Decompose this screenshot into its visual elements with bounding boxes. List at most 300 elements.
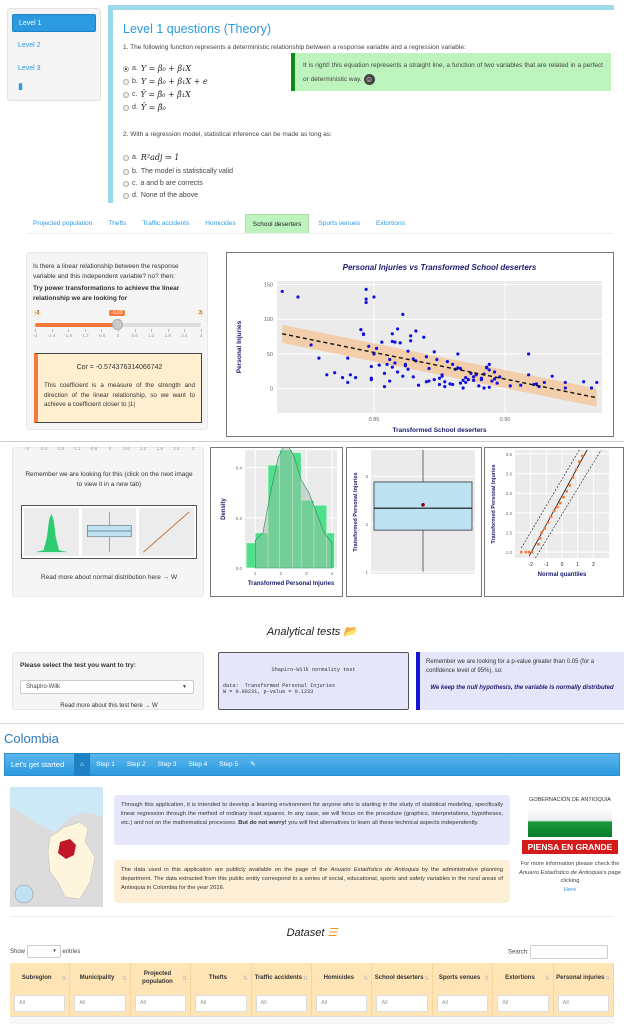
slider-tick bbox=[35, 329, 36, 332]
data-point bbox=[564, 381, 567, 384]
data-point bbox=[488, 386, 491, 389]
data-point bbox=[543, 381, 546, 384]
data-point bbox=[409, 334, 412, 337]
data-point bbox=[464, 376, 467, 379]
test-output bbox=[218, 652, 409, 710]
smile-icon: ☺ bbox=[364, 74, 374, 84]
dataset-table bbox=[10, 963, 614, 1024]
x-axis-label: Normal quantiles bbox=[537, 572, 587, 578]
tab-school-deserters[interactable]: School deserters bbox=[245, 214, 310, 233]
data-point bbox=[391, 366, 394, 369]
column-filter-input[interactable]: All bbox=[256, 995, 307, 1012]
slider-tick-label: 1.8 bbox=[164, 333, 171, 338]
y-axis-label: Personal Injuries bbox=[236, 320, 243, 374]
p-value-reminder: Remember we are looking for a p-value greater than 0.05 (for a confidence level of 95%), so: bbox=[426, 659, 595, 674]
intro-bold: But do not worry! bbox=[238, 820, 287, 826]
data-point bbox=[409, 339, 412, 342]
data-point bbox=[362, 333, 365, 336]
slider-tick bbox=[85, 329, 86, 332]
y-tick-label: 2.0 bbox=[505, 510, 512, 516]
slider-tick-label: -1.8 bbox=[64, 333, 73, 338]
radio[interactable] bbox=[123, 92, 129, 98]
column-filter-input[interactable]: All bbox=[497, 995, 548, 1012]
tab-projected-population[interactable]: Projected population bbox=[33, 220, 93, 227]
slider-tick-label: -1.2 bbox=[80, 333, 89, 338]
test-conclusion bbox=[416, 652, 624, 710]
data-point bbox=[556, 506, 559, 509]
data-point bbox=[527, 373, 530, 376]
data-point bbox=[399, 341, 402, 344]
option-text: None of the above bbox=[140, 192, 199, 199]
boxplot-panel bbox=[346, 447, 482, 597]
analytical-tests-heading bbox=[0, 625, 624, 638]
data-point bbox=[488, 368, 491, 371]
column-filter-input[interactable]: All bbox=[14, 995, 65, 1012]
data-point bbox=[562, 496, 565, 499]
column-filter-input[interactable]: All bbox=[376, 995, 427, 1012]
x-tick-label: -2 bbox=[528, 562, 533, 568]
data-point bbox=[451, 383, 454, 386]
gobernacion-logo bbox=[518, 795, 622, 905]
more-info-source: Anuario Estadístico de Antioquia bbox=[518, 869, 603, 876]
folder-open-icon: 📂 bbox=[343, 626, 358, 638]
sort-icon[interactable]: ⇅ bbox=[182, 976, 188, 982]
intro-text: Through this application, it is intended to develop a learning environment for anyone who is starting in the study of statistical modeling, specifically linear regression through the method of ordinary least squares. In any case, we will focus on the procedure (graphics, interpretations, hypotheses, etc.) and not on the mathematical processes. bbox=[121, 802, 503, 826]
y-tick-label: 3.5 bbox=[505, 451, 512, 457]
sort-icon[interactable]: ⇅ bbox=[121, 976, 127, 982]
slider-tick-label: 1.8 bbox=[156, 446, 163, 451]
quiz-title: Level 1 questions (Theory) bbox=[123, 22, 271, 36]
radio[interactable] bbox=[123, 155, 129, 161]
intro-box bbox=[114, 795, 510, 845]
slider-tick-label: -0.6 bbox=[97, 333, 106, 338]
x-tick-label: 0 bbox=[560, 562, 564, 568]
data-point bbox=[359, 328, 362, 331]
slider-tick-label: -2.4 bbox=[39, 446, 48, 451]
sort-icon[interactable]: ⇅ bbox=[61, 976, 67, 982]
data-point bbox=[482, 386, 485, 389]
x-axis-label: Transformed Personal Injuries bbox=[247, 581, 335, 587]
slider-tick-label: 0.6 bbox=[123, 446, 130, 451]
data-point bbox=[375, 347, 378, 350]
test-select[interactable] bbox=[20, 680, 194, 694]
data-point bbox=[531, 551, 534, 554]
data-point bbox=[346, 357, 349, 360]
data-point bbox=[464, 381, 467, 384]
tab-extortions[interactable]: Extortions bbox=[375, 220, 405, 227]
qqplot-panel bbox=[484, 447, 624, 597]
test-output-title: Shapiro-Wilk normality test bbox=[271, 667, 356, 673]
sort-icon[interactable]: ⇅ bbox=[242, 976, 248, 982]
normal-reference-image[interactable] bbox=[21, 505, 197, 559]
histogram-bar bbox=[246, 543, 255, 568]
slider-tick bbox=[135, 329, 136, 332]
data-point bbox=[427, 367, 430, 370]
linearity-question: Is there a linear relationship between the response variable and this independent variable? no? then: bbox=[33, 263, 179, 280]
data-point bbox=[370, 377, 373, 380]
radio[interactable] bbox=[123, 169, 129, 175]
level-sidebar bbox=[7, 8, 101, 101]
slider-tick bbox=[118, 329, 119, 332]
data-point bbox=[493, 370, 496, 373]
y-tick-label: 3.0 bbox=[505, 471, 512, 477]
x-tick-label: 0.85 bbox=[368, 417, 380, 423]
data-point bbox=[572, 476, 575, 479]
x-tick-label: 3 bbox=[305, 571, 308, 576]
y-tick-label: 2.5 bbox=[505, 491, 512, 497]
data-point bbox=[543, 527, 546, 530]
intro-text-end: you will find alternatives to learn all these technical aspects independently. bbox=[286, 820, 479, 826]
column-thefts bbox=[191, 963, 251, 1024]
test-select-label: Please select the test you want to try: bbox=[20, 662, 136, 669]
x-tick-label: 1 bbox=[253, 571, 257, 576]
data-point bbox=[341, 376, 344, 379]
option-math: Y = β₀ + β₁X bbox=[140, 64, 192, 73]
y-tick-label: 1.5 bbox=[505, 530, 512, 536]
x-tick-label: 0.90 bbox=[499, 417, 511, 423]
option-letter: a. bbox=[132, 154, 138, 161]
data-point bbox=[595, 381, 598, 384]
data-point bbox=[441, 375, 444, 378]
boxplot-chart bbox=[347, 448, 481, 596]
transform-instruction: Try power transformations to achieve the linear relationship we are looking for bbox=[33, 285, 180, 302]
column-header-label: Subregion bbox=[21, 975, 52, 981]
data-point bbox=[309, 343, 312, 346]
tab-traffic-accidents[interactable]: Traffic accidents bbox=[142, 220, 190, 227]
data-point bbox=[435, 358, 438, 361]
data-point bbox=[553, 510, 556, 513]
entries-label: entries bbox=[62, 949, 81, 956]
correlation-value: Cor = -0.574376314066742 bbox=[76, 364, 163, 371]
slider-tick-label: -0.6 bbox=[89, 446, 98, 451]
data-point bbox=[372, 295, 375, 298]
data-point bbox=[388, 379, 391, 382]
slider-tick-label: 1.2 bbox=[140, 446, 147, 451]
data-point bbox=[467, 378, 470, 381]
column-school-deserters bbox=[372, 963, 432, 1024]
more-info-text: For more information please check the bbox=[520, 861, 620, 867]
data-point bbox=[317, 357, 320, 360]
slider-min-label: -3 bbox=[35, 310, 40, 316]
sort-icon[interactable]: ⇅ bbox=[544, 976, 550, 982]
data-point bbox=[575, 468, 578, 471]
normal-read-more-link[interactable]: Read more about normal distribution here → W bbox=[40, 574, 178, 581]
slider-tick bbox=[201, 329, 202, 332]
data-point bbox=[346, 381, 349, 384]
data-point bbox=[551, 375, 554, 378]
table-row bbox=[10, 1016, 614, 1024]
x-tick-label: 2 bbox=[591, 562, 595, 568]
y-tick-label: 1.0 bbox=[505, 550, 512, 556]
tab-sports-venues[interactable]: Sports venues bbox=[318, 220, 360, 227]
column-header-label: Traffic accidents bbox=[254, 975, 302, 981]
sidebar-item-level-3[interactable]: Level 3 bbox=[18, 65, 41, 72]
more-info-end: 's page clicking bbox=[560, 869, 622, 884]
mini-histogram bbox=[24, 508, 79, 556]
y-tick-label: 3 bbox=[365, 474, 368, 480]
data-source-name: Anuario Estadístico de Antioquia bbox=[330, 867, 419, 873]
sort-icon[interactable]: ⇅ bbox=[423, 976, 429, 982]
data-point bbox=[354, 376, 357, 379]
q1-option-a[interactable] bbox=[123, 64, 191, 73]
data-point bbox=[396, 327, 399, 330]
column-header-label: Thefts bbox=[208, 975, 227, 981]
question-2-text: 2. With a regression model, statistical inference can be made as long as: bbox=[123, 131, 332, 138]
mini-boxplot bbox=[82, 508, 137, 556]
column-filter-input[interactable]: All bbox=[558, 995, 609, 1012]
data-point bbox=[490, 379, 493, 382]
y-tick-label: 1 bbox=[365, 569, 368, 575]
option-text: The model is statistically valid bbox=[140, 168, 234, 175]
length-control bbox=[10, 945, 80, 958]
nav-step-3[interactable]: Step 3 bbox=[157, 761, 177, 768]
data-point bbox=[388, 358, 391, 361]
data-point bbox=[401, 375, 404, 378]
column-personal-injuries bbox=[554, 963, 614, 1024]
sort-icon[interactable]: ⇅ bbox=[303, 976, 309, 982]
y-tick-label: 0.2 bbox=[235, 515, 242, 521]
normal-reference-panel bbox=[12, 447, 204, 597]
data-point bbox=[459, 382, 462, 385]
radio-selected[interactable] bbox=[123, 66, 129, 72]
slider-tick-label: -1.8 bbox=[56, 446, 65, 451]
dataset-heading bbox=[0, 926, 624, 939]
data-point bbox=[393, 341, 396, 344]
scatter-chart bbox=[227, 253, 613, 436]
y-tick-label: 0 bbox=[269, 386, 273, 393]
database-icon: ☰ bbox=[327, 927, 338, 939]
search-input[interactable] bbox=[530, 945, 608, 959]
slider-max-label: 3 bbox=[199, 310, 202, 316]
q2-option-d[interactable] bbox=[123, 192, 198, 199]
data-source-box bbox=[114, 860, 510, 903]
data-point bbox=[333, 371, 336, 374]
data-point bbox=[422, 336, 425, 339]
slider-tick-label: -3 bbox=[32, 333, 38, 338]
column-header-label: Sports venues bbox=[438, 975, 481, 981]
q1-option-c[interactable] bbox=[123, 90, 191, 99]
correlation-explanation: This coefficient is a measure of the strength and direction of the linear relationship, so we want to achieve a coefficient closer to |1| bbox=[44, 382, 195, 408]
data-point bbox=[550, 515, 553, 518]
feedback-success bbox=[291, 53, 611, 91]
nav-step-4[interactable]: Step 4 bbox=[188, 761, 208, 768]
sidebar-item-level-2[interactable]: Level 2 bbox=[18, 42, 41, 49]
column-traffic-accidents bbox=[252, 963, 312, 1024]
data-point bbox=[406, 368, 409, 371]
slider-tick-label: 1.2 bbox=[148, 333, 155, 338]
transform-panel bbox=[26, 252, 208, 430]
data-point bbox=[401, 313, 404, 316]
column-filter-input[interactable]: All bbox=[195, 995, 246, 1012]
option-text: a and b are corrects bbox=[140, 180, 203, 187]
radio[interactable] bbox=[123, 79, 129, 85]
data-point bbox=[325, 373, 328, 376]
data-point bbox=[365, 288, 368, 291]
slider-tick-label: -3 bbox=[24, 446, 30, 451]
radio[interactable] bbox=[123, 181, 129, 187]
sort-icon[interactable]: ⇅ bbox=[484, 976, 490, 982]
data-point bbox=[472, 379, 475, 382]
show-label: Show bbox=[10, 949, 26, 956]
chart-title: Personal Injuries vs Transformed School deserters bbox=[342, 263, 537, 272]
test-select-panel bbox=[12, 652, 204, 710]
here-link[interactable]: Here bbox=[563, 886, 577, 893]
slider-tick bbox=[68, 329, 69, 332]
x-tick-label: 1 bbox=[576, 562, 580, 568]
variable-tabs bbox=[26, 214, 614, 234]
option-letter: c. bbox=[132, 91, 138, 98]
slider-tick bbox=[151, 329, 152, 332]
column-extortions bbox=[493, 963, 553, 1024]
slider-tick-label: -2.4 bbox=[47, 333, 56, 338]
data-point bbox=[509, 384, 512, 387]
correlation-box bbox=[34, 353, 202, 423]
slider-fill bbox=[35, 323, 117, 327]
slider-tick bbox=[168, 329, 169, 332]
column-filter-input[interactable]: All bbox=[135, 995, 186, 1012]
data-point bbox=[378, 363, 381, 366]
data-point bbox=[367, 345, 370, 348]
search-label: Search: bbox=[508, 949, 529, 956]
data-point bbox=[406, 350, 409, 353]
test-select-value: Shapiro-Wilk bbox=[26, 684, 61, 690]
option-math: Y = β₀ + β₁X + e bbox=[140, 77, 208, 86]
test-output-data: data: Transformed Personal Injuries bbox=[223, 683, 336, 689]
q1-option-d[interactable] bbox=[123, 103, 166, 112]
x-tick-label: 4 bbox=[330, 571, 334, 576]
slider-tick-label: 2.4 bbox=[173, 446, 180, 451]
nav-brand[interactable]: Let's get started bbox=[11, 760, 65, 769]
data-point bbox=[365, 297, 368, 300]
radio[interactable] bbox=[123, 105, 129, 111]
book-icon[interactable]: ▮ bbox=[18, 81, 23, 91]
histogram-panel bbox=[210, 447, 343, 597]
column-filter-input[interactable]: All bbox=[74, 995, 125, 1012]
q2-option-b[interactable] bbox=[123, 168, 233, 175]
radio[interactable] bbox=[123, 193, 129, 199]
slider-tick-label: 0.6 bbox=[131, 333, 138, 338]
caret-down-icon: ▼ bbox=[52, 948, 57, 953]
quiz-panel bbox=[108, 5, 614, 203]
option-letter: b. bbox=[132, 78, 138, 85]
sidebar-item-level-1[interactable]: Level 1 bbox=[12, 14, 96, 32]
data-point bbox=[383, 385, 386, 388]
scatter-chart-panel bbox=[226, 252, 614, 437]
data-point bbox=[569, 484, 572, 487]
nav-step-5[interactable]: Step 5 bbox=[219, 761, 239, 768]
home-icon[interactable]: ⌂ bbox=[74, 753, 90, 776]
data-point bbox=[380, 341, 383, 344]
test-read-more-link[interactable]: Read more about this test here → W bbox=[60, 703, 158, 709]
test-output-stat: W = 0.98231, p-value = 0.1233 bbox=[223, 689, 314, 695]
data-point bbox=[540, 531, 543, 534]
data-point bbox=[412, 375, 415, 378]
option-letter: c. bbox=[132, 180, 138, 187]
option-math: Ŷ = β̂₀ bbox=[140, 103, 166, 112]
data-text: The data used in this application are publicly available on the page of the bbox=[121, 867, 331, 873]
data-point bbox=[582, 380, 585, 383]
y-tick-label: 150 bbox=[263, 282, 273, 289]
option-math: R²adj ⇒ 1 bbox=[140, 153, 180, 162]
data-point bbox=[438, 377, 441, 380]
tab-homicides[interactable]: Homicides bbox=[205, 220, 236, 227]
nav-step-1[interactable]: Step 1 bbox=[96, 761, 115, 768]
data-point bbox=[480, 378, 483, 381]
data-point bbox=[527, 352, 530, 355]
data-point bbox=[528, 551, 531, 554]
data-point bbox=[564, 386, 567, 389]
data-point bbox=[443, 385, 446, 388]
sort-icon[interactable]: ⇅ bbox=[363, 976, 369, 982]
column-projected-population bbox=[131, 963, 191, 1024]
x-tick-label: -1 bbox=[544, 562, 549, 568]
data-point bbox=[396, 370, 399, 373]
data-point bbox=[565, 490, 568, 493]
caret-down-icon: ▼ bbox=[182, 684, 187, 690]
sort-icon[interactable]: ⇅ bbox=[605, 976, 611, 982]
column-filter-input[interactable]: All bbox=[437, 995, 488, 1012]
data-point bbox=[520, 551, 523, 554]
slider-value-label: -0.03 bbox=[111, 310, 123, 316]
tab-thefts[interactable]: Thefts bbox=[108, 220, 127, 227]
y-tick-label: 100 bbox=[263, 317, 273, 324]
option-letter: b. bbox=[132, 168, 138, 175]
y-axis-label: Density bbox=[221, 498, 227, 520]
data-point bbox=[559, 502, 562, 505]
data-point bbox=[472, 375, 475, 378]
slider-ticks bbox=[32, 329, 203, 339]
data-point bbox=[365, 301, 368, 304]
data-point bbox=[488, 363, 491, 366]
data-point bbox=[581, 455, 584, 458]
slider-tick-label: 3 bbox=[191, 446, 195, 451]
data-point bbox=[393, 361, 396, 364]
slider-tick-label: 0 bbox=[116, 333, 120, 338]
column-header-label: School deserters bbox=[374, 975, 424, 981]
column-header-label: Homicides bbox=[323, 975, 354, 981]
column-header-label: Personal injuries bbox=[556, 975, 605, 981]
entries-select[interactable] bbox=[27, 945, 61, 958]
data-point bbox=[433, 378, 436, 381]
nav-step-2[interactable]: Step 2 bbox=[126, 761, 146, 768]
q2-option-a[interactable] bbox=[123, 153, 179, 162]
question-1-text: 1. The following function represents a deterministic relationship between a response variable and a regression variable: bbox=[123, 44, 466, 51]
data-point bbox=[425, 355, 428, 358]
column-filter-input[interactable]: All bbox=[316, 995, 367, 1012]
pencil-icon[interactable]: ✎ bbox=[250, 761, 256, 768]
q1-option-b[interactable] bbox=[123, 77, 208, 86]
remember-text: Remember we are looking for this (click on the next image to view it in a new tab) bbox=[25, 471, 193, 488]
slider-tick-label: 2.4 bbox=[181, 333, 188, 338]
column-header-label: Municipality bbox=[79, 975, 115, 981]
data-point bbox=[496, 382, 499, 385]
data-point bbox=[281, 290, 284, 293]
option-letter: a. bbox=[132, 65, 138, 72]
data-point bbox=[537, 543, 540, 546]
option-letter: d. bbox=[132, 104, 138, 111]
data-point bbox=[547, 521, 550, 524]
power-slider[interactable] bbox=[35, 323, 201, 327]
y-axis-label: Transformed Personal Injuries bbox=[491, 464, 497, 544]
antioquia-flag bbox=[528, 807, 612, 837]
y-axis-label: Transformed Personal Injuries bbox=[353, 472, 359, 552]
data-point bbox=[349, 373, 352, 376]
data-point bbox=[383, 372, 386, 375]
colombia-heading: Colombia bbox=[4, 731, 59, 746]
q2-option-c[interactable] bbox=[123, 180, 203, 187]
divider bbox=[10, 916, 614, 917]
data-point bbox=[578, 460, 581, 463]
